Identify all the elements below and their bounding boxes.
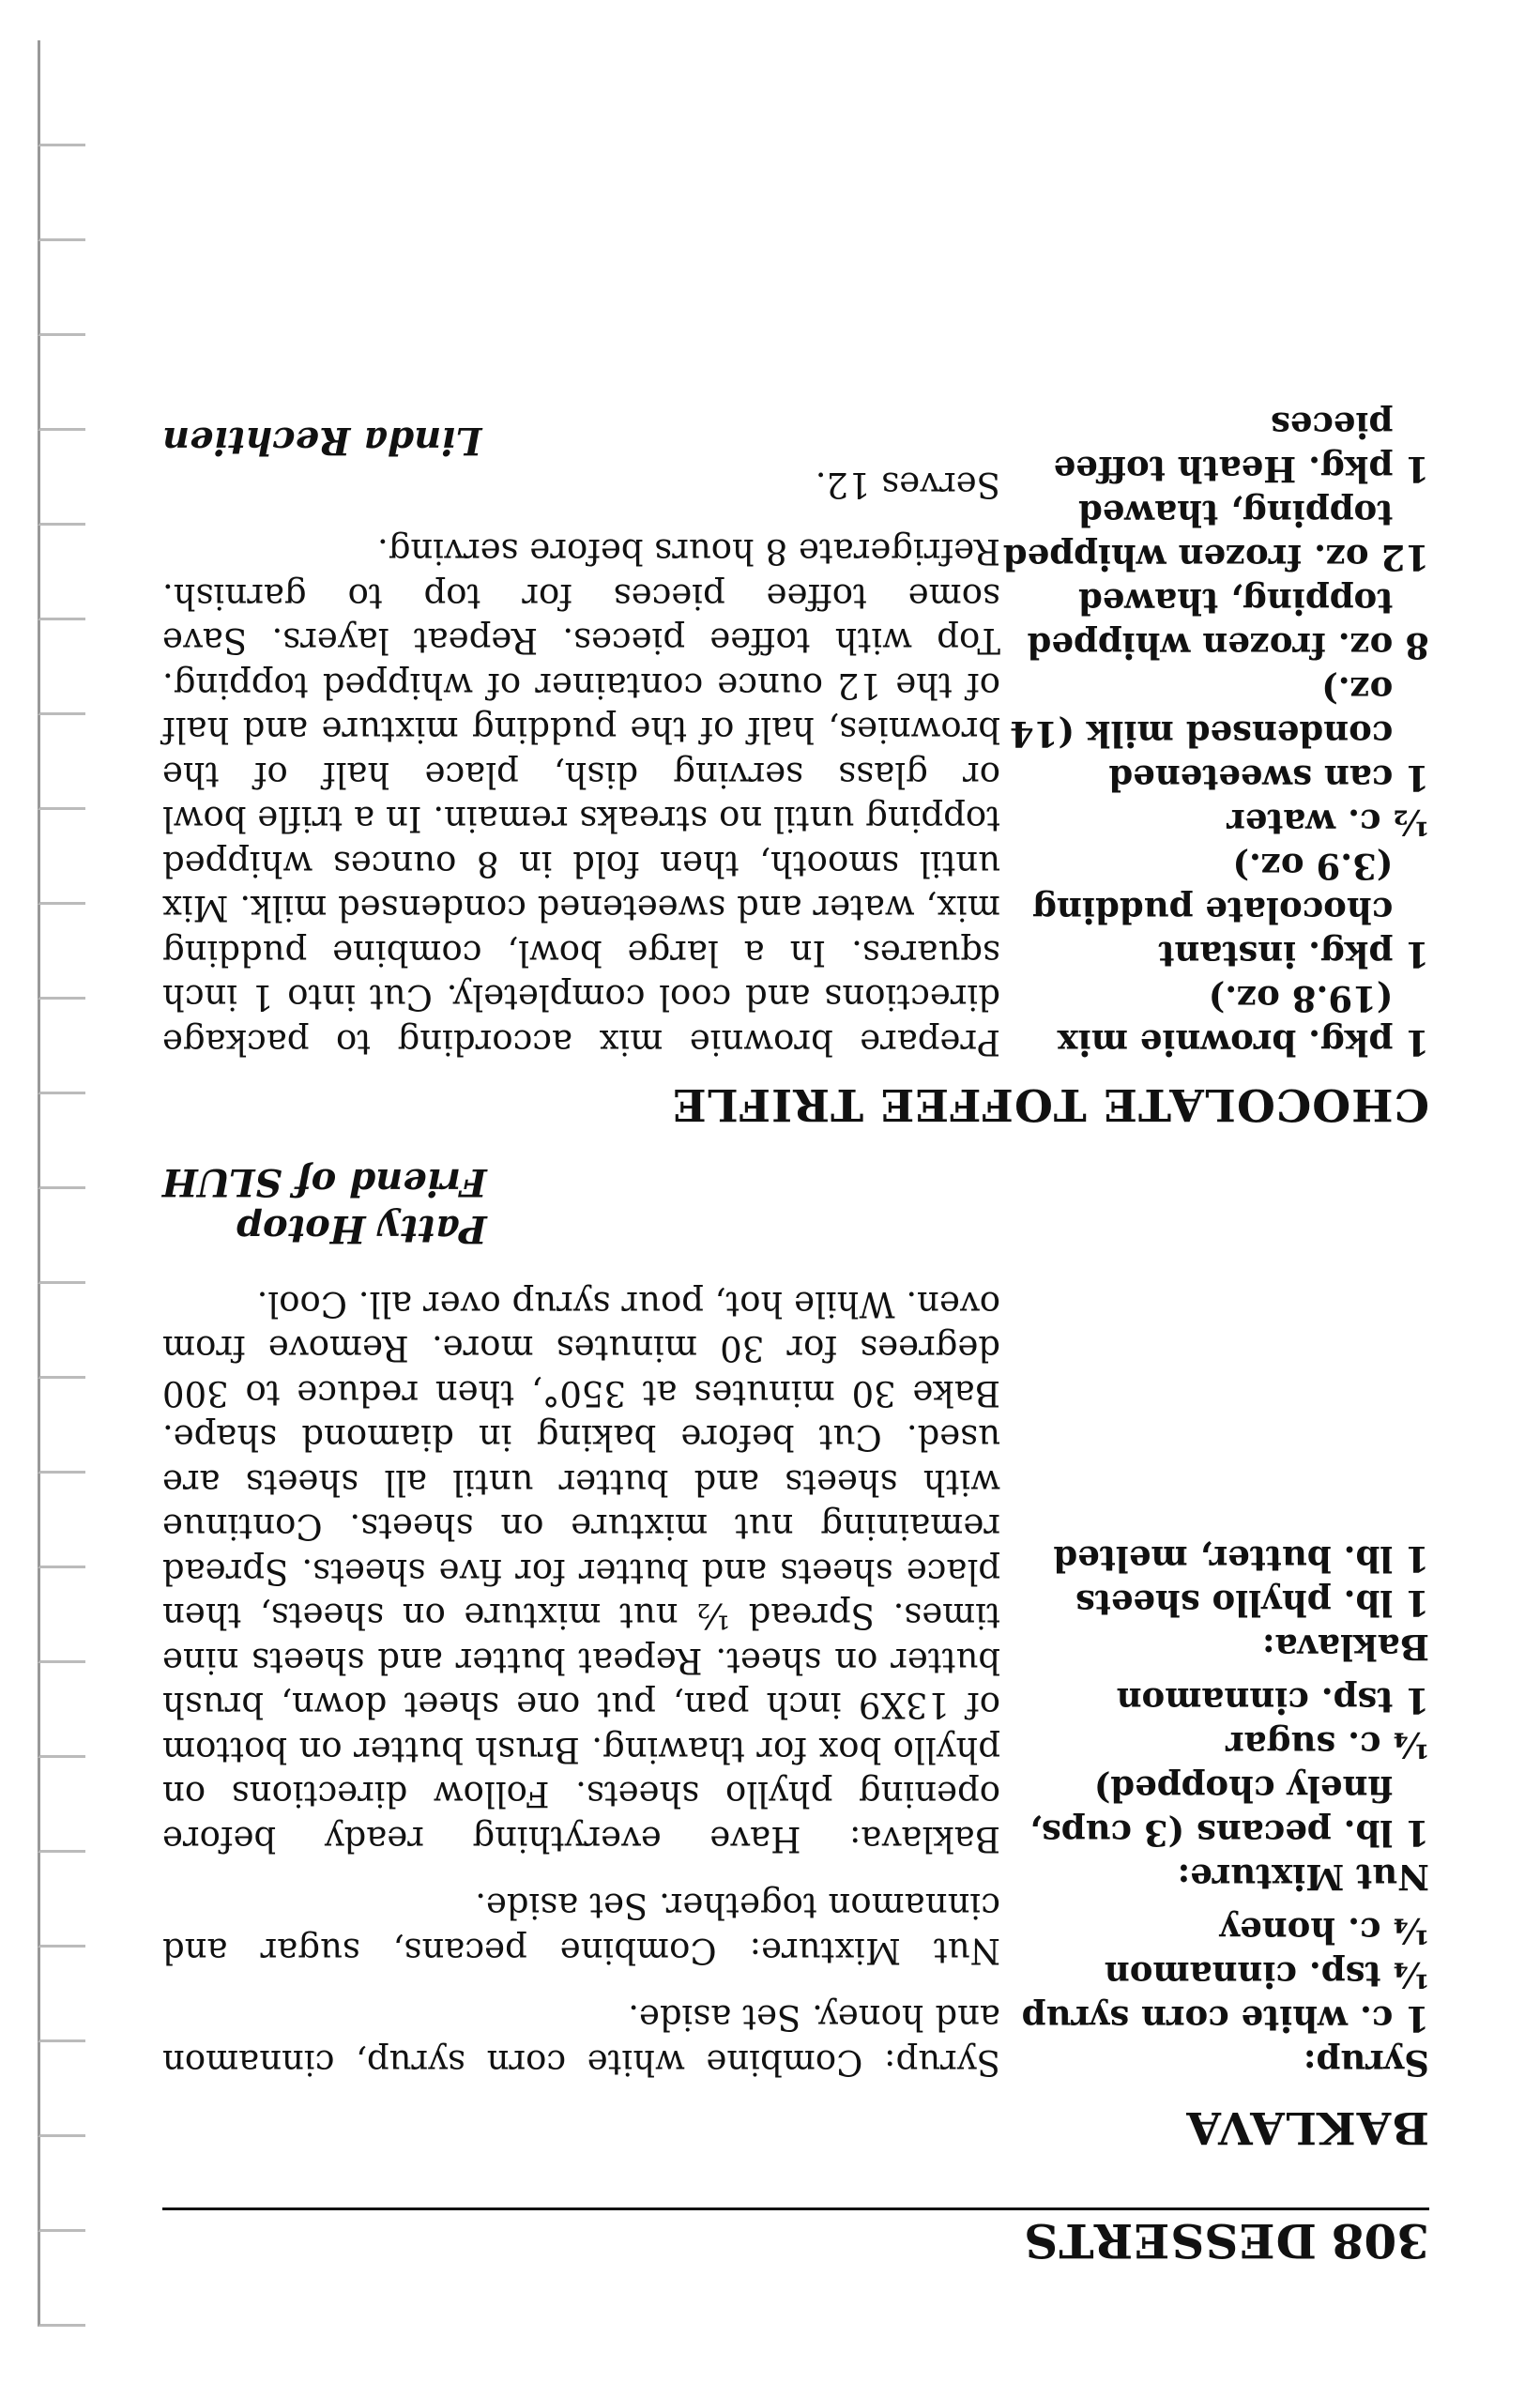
direction-paragraph: Syrup: Combine white corn syrup, cinnamon and honey. Set aside. xyxy=(162,1997,1000,2083)
ingredients-trifle xyxy=(1002,403,1429,1064)
binding-tab xyxy=(38,420,85,526)
ingredient-line: ¼ c. honey xyxy=(1219,1910,1429,1951)
binding-tab xyxy=(38,1367,85,1474)
ingredient-line: 1 pkg. brownie mix xyxy=(1057,1022,1429,1063)
binding-tab xyxy=(38,40,85,146)
direction-paragraph: Baklava: Have everything ready before opening phyllo sheets. Follow directions on phyllo box for thawing. Brush butter on bottom of 13X9 inch pan, put one sheet down, brush butter on sheet. Repeat butter and sheets nine times. Spread ½ nut mixture on sheets, then place sheets and butter for five sheets. Spread remaining nut mixture on sheets. Continue with sheets and butter until all sheets are used. Cut before baking in diamond shape. Bake 30 minutes at 350°, then reduce to 300 degrees for 30 minutes more. Remove from oven. While hot, pour syrup over all. Cool. xyxy=(162,1284,1000,1859)
ingredient-line: 1 pkg. Heath toffee xyxy=(1053,449,1429,490)
binding-tab xyxy=(38,2126,85,2232)
binding-tab xyxy=(38,1557,85,1663)
page-number: 308 xyxy=(1331,2213,1429,2268)
ingredient-line: (3.9 oz.) xyxy=(1232,846,1429,887)
binding-tab xyxy=(38,1083,85,1189)
ingredient-line: chocolate pudding xyxy=(1032,890,1429,931)
direction-paragraph: Nut Mixture: Combine pecans, sugar and cinnamon together. Set aside. xyxy=(162,1886,1000,1971)
ingredient-line: oz.) xyxy=(1321,669,1429,710)
ingredient-line: 12 oz. frozen whipped xyxy=(1002,537,1429,578)
recipe-title-trifle: CHOCOLATE TOFFEE TRIFLE xyxy=(671,1078,1429,1130)
binding-tab xyxy=(38,894,85,1000)
ingredient-line: pieces xyxy=(1270,405,1429,446)
binding-tab xyxy=(38,988,85,1094)
ingredient-line: Syrup: xyxy=(1303,2042,1429,2084)
binding-tab xyxy=(38,1747,85,1853)
binding-tab xyxy=(38,2221,85,2327)
ingredient-line: ½ c. water xyxy=(1227,802,1429,843)
ingredient-line: 1 pkg. instant xyxy=(1158,934,1429,975)
binding-tab xyxy=(38,230,85,336)
binding-tab xyxy=(38,1178,85,1284)
direction-paragraph: Prepare brownie mix according to package directions and cool completely. Cut into 1 inch squares. In a large bowl, combine pudding mix, water and sweetened condensed milk. Mix until smooth, then fold in 8 ounces whipped topping until no streaks remain. In a trifle bowl or glass serving dish, place half of the brownies, half of the pudding mixture and half of the 12 ounce container of whipped topping. Top with toffee pieces. Repeat layers. Save some toffee pieces for top to garnish. Refrigerate 8 hours before serving. xyxy=(162,531,1000,1062)
ingredient-line: 1 lb. butter, melted xyxy=(1053,1538,1429,1580)
section-title: DESSERTS xyxy=(1023,2213,1317,2268)
serves-line: Serves 12. xyxy=(815,465,1000,505)
ingredient-line: 1 lb. pecans (3 cups, xyxy=(1029,1812,1429,1854)
ingredient-line: condensed milk (14 xyxy=(1010,713,1429,755)
ingredient-line: Baklava: xyxy=(1261,1627,1429,1668)
ingredient-line: 1 c. white corn syrup xyxy=(1021,1998,1429,2039)
binding-tab xyxy=(38,609,85,715)
binding-tab xyxy=(38,1273,85,1379)
binding-tabs xyxy=(0,0,122,2383)
ingredient-line: Nut Mixture: xyxy=(1177,1856,1429,1898)
ingredients-baklava xyxy=(1021,1536,1429,2085)
binding-tab xyxy=(38,1841,85,1948)
directions-trifle xyxy=(162,440,1000,1065)
ingredient-line: 1 can sweetened xyxy=(1108,757,1429,799)
binding-tab xyxy=(38,704,85,810)
ingredient-line: 8 oz. frozen whipped xyxy=(1027,625,1429,666)
ingredient-line: finely chopped) xyxy=(1093,1768,1429,1810)
header-rule xyxy=(162,2207,1429,2210)
ingredient-line: 1 lb. phyllo sheets xyxy=(1075,1582,1429,1624)
binding-tab xyxy=(38,1936,85,2042)
ingredient-line: (19.8 oz.) xyxy=(1208,978,1429,1019)
author-name: Linda Rechtien xyxy=(162,419,482,463)
ingredient-line: topping, thawed xyxy=(1078,581,1429,622)
directions-baklava xyxy=(162,1260,1000,2085)
ingredient-line: ¼ tsp. cinnamon xyxy=(1104,1954,1429,1995)
binding-tab xyxy=(38,1462,85,1568)
author-note: Friend of SLUH xyxy=(162,1160,487,1204)
binding-tab xyxy=(38,135,85,241)
binding-tab xyxy=(38,325,85,431)
signature-trifle xyxy=(162,417,482,464)
binding-tab xyxy=(38,2031,85,2137)
ingredient-line: topping, thawed xyxy=(1078,493,1429,534)
signature-baklava xyxy=(162,1158,487,1252)
recipe-title-baklava: BAKLAVA xyxy=(1185,2101,1429,2153)
ingredient-line: ¼ c. sugar xyxy=(1226,1724,1429,1765)
author-name: Patty Hotop xyxy=(236,1207,487,1251)
page-header xyxy=(162,2203,1429,2268)
binding-tab xyxy=(38,1652,85,1758)
ingredient-line: 1 tsp. cinnamon xyxy=(1116,1680,1429,1721)
binding-tab xyxy=(38,514,85,620)
binding-tab xyxy=(38,799,85,905)
